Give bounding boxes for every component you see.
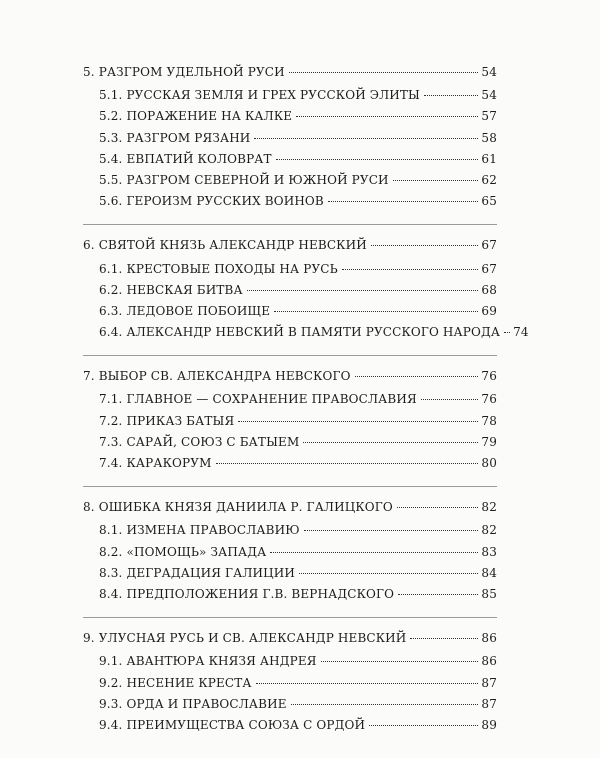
toc-subsection-entry[interactable] (83, 149, 497, 170)
dot-leader (398, 594, 478, 595)
subsection-title: 5.1. РУССКАЯ ЗЕМЛЯ И ГРЕХ РУССКОЙ ЭЛИТЫ (99, 88, 420, 103)
subsection-title: 5.6. ГЕРОИЗМ РУССКИХ ВОИНОВ (99, 194, 324, 209)
dot-leader (247, 290, 479, 291)
dot-leader (274, 311, 478, 312)
toc-chapter-entry[interactable] (83, 366, 497, 387)
toc-subsection-entry[interactable] (83, 259, 497, 280)
toc-subsection-entry[interactable] (83, 542, 497, 563)
page-number: 87 (481, 696, 497, 711)
chapter-title: 5. РАЗГРОМ УДЕЛЬНОЙ РУСИ (83, 65, 285, 79)
subsection-title: 6.4. АЛЕКСАНДР НЕВСКИЙ В ПАМЯТИ РУССКОГО НАРОДА (99, 325, 501, 340)
dot-leader (369, 725, 478, 726)
page-number: 86 (481, 654, 497, 669)
page-number: 62 (481, 172, 497, 187)
page-number: 82 (481, 500, 497, 515)
subsection-title: 5.4. ЕВПАТИЙ КОЛОВРАТ (99, 151, 272, 166)
toc-section-7 (83, 366, 497, 487)
page-number: 80 (481, 456, 497, 470)
page-number: 65 (481, 194, 497, 209)
toc-subsection-entry[interactable] (83, 651, 497, 672)
toc-subsection-entry[interactable] (83, 520, 497, 541)
page-number: 68 (481, 282, 497, 297)
subsection-title: 6.2. НЕВСКАЯ БИТВА (99, 282, 243, 297)
toc-chapter-entry[interactable] (83, 628, 497, 649)
page-number: 76 (481, 392, 497, 407)
chapter-title: 9. УЛУСНАЯ РУСЬ И СВ. АЛЕКСАНДР НЕВСКИЙ (83, 631, 407, 646)
page-number: 58 (481, 130, 497, 145)
toc-subsection-entry[interactable] (83, 411, 497, 432)
dot-leader (216, 463, 479, 464)
dot-leader (504, 332, 510, 333)
subsection-title: 9.1. АВАНТЮРА КНЯЗЯ АНДРЕЯ (99, 654, 317, 669)
page-number: 54 (481, 88, 497, 103)
chapter-title: 7. ВЫБОР СВ. АЛЕКСАНДРА НЕВСКОГО (83, 369, 351, 384)
page-number: 54 (481, 65, 497, 79)
dot-leader (291, 704, 479, 705)
toc-subsection-entry[interactable] (83, 128, 497, 149)
toc-subsection-entry[interactable] (83, 191, 497, 212)
page-number: 57 (481, 109, 497, 124)
page-number: 82 (481, 523, 497, 538)
toc-subsection-entry[interactable] (83, 673, 497, 694)
dot-leader (238, 421, 478, 422)
toc-subsection-entry[interactable] (83, 85, 497, 106)
dot-leader (397, 507, 479, 508)
toc-section-6 (83, 235, 529, 356)
dot-leader (355, 376, 479, 377)
dot-leader (276, 159, 479, 160)
toc-subsection-entry[interactable] (83, 301, 497, 322)
subsection-title: 6.3. ЛЕДОВОЕ ПОБОИЩЕ (99, 303, 271, 318)
toc-subsection-entry[interactable] (83, 453, 497, 474)
subsection-title: 8.4. ПРЕДПОЛОЖЕНИЯ Г.В. ВЕРНАДСКОГО (99, 586, 395, 601)
subsection-title: 5.5. РАЗГРОМ СЕВЕРНОЙ И ЮЖНОЙ РУСИ (99, 172, 389, 187)
subsection-title: 8.2. «ПОМОЩЬ» ЗАПАДА (99, 544, 267, 559)
dot-leader (371, 245, 479, 246)
dot-leader (304, 530, 479, 531)
dot-leader (303, 442, 478, 443)
chapter-title: 8. ОШИБКА КНЯЗЯ ДАНИИЛА Р. ГАЛИЦКОГО (83, 500, 393, 515)
page-number: 76 (481, 369, 497, 384)
page-number: 67 (481, 238, 497, 253)
toc-subsection-entry[interactable] (83, 389, 497, 410)
page-number: 78 (481, 413, 497, 428)
subsection-title: 9.4. ПРЕИМУЩЕСТВА СОЮЗА С ОРДОЙ (99, 717, 366, 732)
page-number: 85 (481, 586, 497, 601)
toc-chapter-entry[interactable] (83, 497, 497, 518)
dot-leader (424, 95, 478, 96)
toc-subsection-entry[interactable] (83, 432, 497, 453)
subsection-title: 7.3. САРАЙ, СОЮЗ С БАТЫЕМ (99, 434, 300, 449)
subsection-title: 7.4. КАРАКОРУМ (99, 456, 212, 470)
page-number: 69 (481, 303, 497, 318)
dot-leader (393, 180, 479, 181)
dot-leader (289, 72, 479, 73)
dot-leader (256, 683, 479, 684)
toc-subsection-entry[interactable] (83, 694, 497, 715)
subsection-title: 5.2. ПОРАЖЕНИЕ НА КАЛКЕ (99, 109, 293, 124)
subsection-title: 8.1. ИЗМЕНА ПРАВОСЛАВИЮ (99, 523, 300, 538)
page-number: 74 (513, 325, 529, 340)
toc-subsection-entry[interactable] (83, 715, 497, 736)
dot-leader (296, 116, 478, 117)
page-number: 79 (481, 434, 497, 449)
subsection-title: 7.2. ПРИКАЗ БАТЫЯ (99, 413, 235, 428)
page-number: 89 (481, 717, 497, 732)
subsection-title: 5.3. РАЗГРОМ РЯЗАНИ (99, 130, 251, 145)
subsection-title: 6.1. КРЕСТОВЫЕ ПОХОДЫ НА РУСЬ (99, 261, 338, 276)
page-number: 84 (481, 565, 497, 580)
dot-leader (328, 201, 479, 202)
subsection-title: 8.3. ДЕГРАДАЦИЯ ГАЛИЦИИ (99, 565, 295, 580)
dot-leader (410, 638, 478, 639)
dot-leader (321, 661, 479, 662)
toc-subsection-entry[interactable] (83, 106, 497, 127)
toc-subsection-entry[interactable] (83, 584, 497, 605)
page-number: 67 (481, 261, 497, 276)
page-number: 86 (481, 631, 497, 646)
dot-leader (254, 138, 478, 139)
toc-chapter-entry[interactable] (83, 62, 497, 83)
subsection-title: 9.3. ОРДА И ПРАВОСЛАВИЕ (99, 696, 287, 711)
page-number: 83 (481, 544, 497, 559)
toc-subsection-entry[interactable] (83, 322, 529, 343)
toc-subsection-entry[interactable] (83, 280, 497, 301)
subsection-title: 7.1. ГЛАВНОЕ — СОХРАНЕНИЕ ПРАВОСЛАВИЯ (99, 392, 417, 407)
toc-subsection-entry[interactable] (83, 170, 497, 191)
toc-subsection-entry[interactable] (83, 563, 497, 584)
toc-chapter-entry[interactable] (83, 235, 497, 256)
dot-leader (342, 269, 479, 270)
page-number: 61 (481, 151, 497, 166)
subsection-title: 9.2. НЕСЕНИЕ КРЕСТА (99, 675, 252, 690)
toc-section-5 (83, 62, 497, 225)
toc-section-9 (83, 628, 497, 748)
page-number: 87 (481, 675, 497, 690)
table-of-contents (83, 62, 529, 758)
dot-leader (299, 573, 478, 574)
dot-leader (270, 552, 478, 553)
dot-leader (421, 399, 479, 400)
chapter-title: 6. СВЯТОЙ КНЯЗЬ АЛЕКСАНДР НЕВСКИЙ (83, 238, 367, 253)
toc-section-8 (83, 497, 497, 618)
